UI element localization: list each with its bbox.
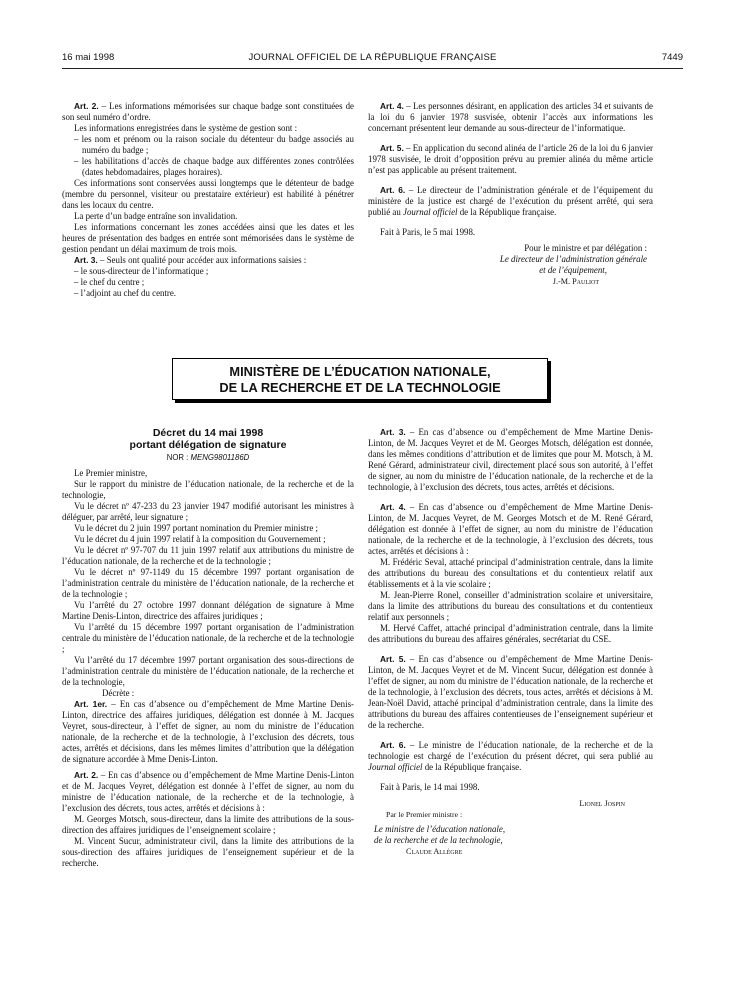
paragraph: Vu le décret nº 47-233 du 23 janvier 1947 modifié autorisant les ministres à déléguer, par arrêté, leur signature ; bbox=[62, 501, 354, 522]
paragraph: Vu le décret nº 97-707 du 11 juin 1997 relatif aux attributions du ministre de l’éducation nationale, de la recherche et de la technologie ; bbox=[62, 545, 354, 566]
decree-subtitle: portant délégation de signature bbox=[129, 439, 287, 451]
decree-left-column bbox=[62, 427, 354, 869]
list-item: – l’adjoint au chef du centre. bbox=[74, 288, 177, 298]
article-1-text: – En cas d’absence ou d’empêchement de Mme Martine Denis-Linton, directrice des affaires juridiques, délégation est donnée à M. Jacques Veyret, sous-directeur, à l’effet de signer, au nom du ministre de l’éducation nationale, de la recherche et de la technologie, à l’exclusion des décrets, tous actes, arrêtés et décisions, dans les mêmes limites d’attribution que la délégation de signature accordée à Mme Denis-Linton. bbox=[62, 699, 354, 764]
article-6-text: – Le ministre de l’éducation nationale, de la recherche et de la technologie est chargé de l’exécution du présent décret, qui sera publié au bbox=[368, 740, 653, 761]
article-3-paragraph bbox=[368, 427, 653, 493]
journal-officiel-ref: Journal officiel bbox=[368, 762, 423, 772]
article-3-text: – En cas d’absence ou d’empêchement de Mme Martine Denis-Linton, de M. Jacques Veyret et de M. Georges Motsch, délégation est donnée, dans les mêmes conditions d’attribution et de limites que pour M. Motsch, à M. René Gérard, administrateur civil, directement placé sous son autorité, à l’effet de signer, au nom du ministre de l’éducation nationale, de la recherche et de la technologie, à l’exclusion des décrets, tous actes, arrêtés et décisions. bbox=[368, 427, 653, 492]
article-4-text: – Les personnes désirant, en application des articles 34 et suivants de la loi du 6 janvier 1978 susvisée, obtenir l’accès aux informations les concernant présentent leur demande au sous-directeur de l’informatique. bbox=[368, 101, 653, 133]
header-page-number: 7449 bbox=[661, 52, 683, 63]
paragraph: Vu l’arrêté du 15 décembre 1997 portant organisation de l’administration centrale du ministère de l’éducation nationale, de la recherche et de la technologie ; bbox=[62, 622, 354, 654]
ministry-banner bbox=[172, 358, 548, 400]
article-4-text: – En cas d’absence ou d’empêchement de Mme Martine Denis-Linton, de M. Jacques Veyret, de M. Georges Motsch et de M. René Gérard, délégation est donnée à l’effet de signer, au nom du ministre de l’éducation nationale, de la recherche et de la technologie, à l’exclusion des décrets, tous actes, arrêtés et décisions à : bbox=[368, 502, 653, 556]
signature-pm: Lionel Jospin bbox=[579, 799, 625, 808]
paragraph: Vu le décret du 4 juin 1997 relatif à la composition du Gouvernement ; bbox=[74, 534, 326, 544]
decree-right-column bbox=[368, 427, 653, 857]
paragraph: Vu l’arrêté du 27 octobre 1997 donnant délégation de signature à Mme Martine Denis-Linton, directrice des affaires juridiques ; bbox=[62, 600, 354, 621]
paragraph: Vu le décret du 2 juin 1997 portant nomination du Premier ministre ; bbox=[74, 523, 318, 533]
signature-name: J.-M. Pauliot bbox=[552, 277, 599, 286]
paragraph-conservation: Ces informations sont conservées aussi longtemps que le détenteur de badge (membre du personnel, visiteur ou prestataire extérieur) est habilité à pénétrer dans les locaux du centre. bbox=[62, 178, 354, 210]
list-item: – le sous-directeur de l’informatique ; bbox=[74, 266, 209, 276]
header-date: 16 mai 1998 bbox=[62, 52, 115, 63]
page-header bbox=[62, 52, 683, 66]
paragraph: M. Hervé Caffet, attaché principal d’administration centrale, dans la limite des attributions du bureau des affaires générales, secrétariat du CSE. bbox=[368, 623, 653, 644]
article-5-text: – En application du second alinéa de l’article 26 de la loi du 6 janvier 1978 susvisée, le droit d’opposition prévu au premier alinéa du même article n’est pas applicable au présent traitement. bbox=[368, 143, 653, 175]
signature-line: Pour le ministre et par délégation : bbox=[524, 243, 647, 253]
article-2-text: – En cas d’absence ou d’empêchement de Mme Martine Denis-Linton et de M. Jacques Veyret, délégation est donnée à l’effet de signer, au nom du ministre de l’éducation nationale, de la recherche et de la technologie, à l’exclusion des décrets, tous actes, arrêtés et décisions à : bbox=[62, 770, 354, 813]
article-5-paragraph bbox=[368, 143, 653, 176]
signature-line: Le directeur de l’administration générale bbox=[499, 254, 647, 264]
article-2-paragraph bbox=[62, 101, 354, 123]
header-rule bbox=[62, 68, 683, 69]
fait-a-paris: Fait à Paris, le 14 mai 1998. bbox=[380, 782, 480, 792]
paragraph: M. Jean-Pierre Ronel, conseiller d’administration scolaire et universitaire, dans la limite des attributions du bureau des consultations et du contentieux relatif aux personnels ; bbox=[368, 590, 653, 622]
fait-a-paris: Fait à Paris, le 5 mai 1998. bbox=[380, 227, 476, 237]
article-2-paragraph bbox=[62, 770, 354, 814]
article-3-text: – Seuls ont qualité pour accéder aux informations saisies : bbox=[97, 255, 307, 265]
nor-reference bbox=[62, 452, 354, 463]
ministry-line-1: MINISTÈRE DE L’ÉDUCATION NATIONALE, bbox=[229, 364, 491, 379]
article-3-label: Art. 3. bbox=[380, 427, 406, 437]
article-2-label: Art. 2. bbox=[74, 101, 99, 111]
paragraph: Le Premier ministre, bbox=[74, 468, 148, 478]
journal-officiel-ref: Journal officiel bbox=[403, 207, 458, 217]
nor-label: NOR : bbox=[166, 453, 191, 462]
article-4-paragraph bbox=[368, 101, 653, 134]
article-2-text: – Les informations mémorisées sur chaque badge sont constituées de son seul numéro d’ordre. bbox=[62, 101, 354, 122]
signature-par: Par le Premier ministre : bbox=[386, 810, 463, 819]
paragraph: Vu l’arrêté du 17 décembre 1997 portant organisation des sous-directions de l’administration centrale du ministère de l’éducation nationale, de la recherche et de la technologie, bbox=[62, 655, 354, 687]
signature-minister-line: de la recherche et de la technologie, bbox=[374, 835, 503, 845]
article-6-label: Art. 6. bbox=[380, 185, 406, 195]
article-4-label: Art. 4. bbox=[380, 101, 404, 111]
article-5-label: Art. 5. bbox=[380, 143, 404, 153]
article-3-paragraph bbox=[62, 255, 354, 266]
signature-line: et de l’équipement, bbox=[539, 265, 607, 275]
article-6-text: – Le directeur de l’administration générale et de l’équipement du ministère de la justice est chargé de l’exécution du présent arrêté, qui sera publié au bbox=[368, 185, 653, 217]
list-item: – les nom et prénom ou la raison sociale du détenteur du badge associés au numéro du badge ; bbox=[74, 134, 354, 155]
paragraph-zones: Les informations concernant les zones accédées ainsi que les dates et les heures de présentation des badges en entrée sont mémorisées dans le système de gestion pendant un délai maximum de trois mois. bbox=[62, 222, 354, 254]
article-3-label: Art. 3. bbox=[74, 255, 98, 265]
paragraph: Sur le rapport du ministre de l’éducation nationale, de la recherche et de la technologie, bbox=[62, 479, 354, 500]
list-item: – le chef du centre ; bbox=[74, 277, 145, 287]
article-4-label: Art. 4. bbox=[380, 502, 406, 512]
signature-minister-line: Le ministre de l’éducation nationale, bbox=[374, 824, 506, 834]
paragraph: M. Georges Motsch, sous-directeur, dans la limite des attributions de la sous-direction des affaires juridiques de l’enseignement scolaire ; bbox=[62, 814, 354, 835]
signature-block bbox=[368, 243, 653, 287]
nor-code: MENG9801186D bbox=[190, 453, 250, 462]
article-5-text: – En cas d’absence ou d’empêchement de Mme Martine Denis-Linton, de M. Jacques Veyret et de M. Vincent Sucur, délégation est donnée à l’effet de signer, au nom du ministre de l’éducation nationale, de la recherche et de la technologie, à l’exclusion des décrets, tous actes, arrêtés et décisions à M. Jean-Noël David, attaché principal d’administration centrale, dans la limite des attributions du bureau des affaires contentieuses de l’enseignement supérieur et de la recherche. bbox=[368, 654, 653, 730]
article-6-label: Art. 6. bbox=[380, 740, 406, 750]
article-5-paragraph bbox=[368, 654, 653, 731]
paragraph: Vu le décret nº 97-1149 du 15 décembre 1997 portant organisation de l’administration centrale du ministère de l’éducation nationale, de la recherche et de la technologie ; bbox=[62, 567, 354, 599]
article-6-text-end: de la République française. bbox=[422, 762, 522, 772]
list-item: – les habilitations d’accès de chaque badge aux différentes zones contrôlées (dates hebdomadaires, plages horaires). bbox=[74, 156, 354, 177]
article-1-paragraph bbox=[62, 699, 354, 765]
access-list bbox=[62, 266, 354, 299]
paragraph: M. Frédéric Seval, attaché principal d’administration centrale, dans la limite des attributions du bureau des consultations et du contentieux relatif aux établissements et à la vie scolaire ; bbox=[368, 557, 653, 589]
top-left-column bbox=[62, 101, 354, 299]
article-6-paragraph bbox=[368, 185, 653, 218]
top-right-column bbox=[368, 101, 653, 287]
article-1-label: Art. 1er. bbox=[74, 699, 108, 709]
info-list bbox=[62, 134, 354, 178]
paragraph: M. Vincent Sucur, administrateur civil, dans la limite des attributions de la sous-direction des affaires juridiques de l’enseignement supérieur et de la recherche. bbox=[62, 836, 354, 868]
article-2-label: Art. 2. bbox=[74, 770, 99, 780]
ministry-line-2: DE LA RECHERCHE ET DE LA TECHNOLOGIE bbox=[219, 380, 501, 395]
paragraph-info-registered: Les informations enregistrées dans le système de gestion sont : bbox=[74, 123, 298, 133]
article-6-text-end: de la République française. bbox=[457, 207, 557, 217]
article-4-paragraph bbox=[368, 502, 653, 557]
article-6-paragraph bbox=[368, 740, 653, 773]
decree-title: Décret du 14 mai 1998 bbox=[152, 427, 264, 439]
paragraph-badge-loss: La perte d’un badge entraîne son invalidation. bbox=[74, 211, 238, 221]
header-journal-title: JOURNAL OFFICIEL DE LA RÉPUBLIQUE FRANÇAISE bbox=[248, 52, 497, 63]
article-5-label: Art. 5. bbox=[380, 654, 406, 664]
signature-minister-name: Claude Allègre bbox=[406, 847, 463, 856]
decrete-heading: Décrète : bbox=[102, 688, 135, 698]
